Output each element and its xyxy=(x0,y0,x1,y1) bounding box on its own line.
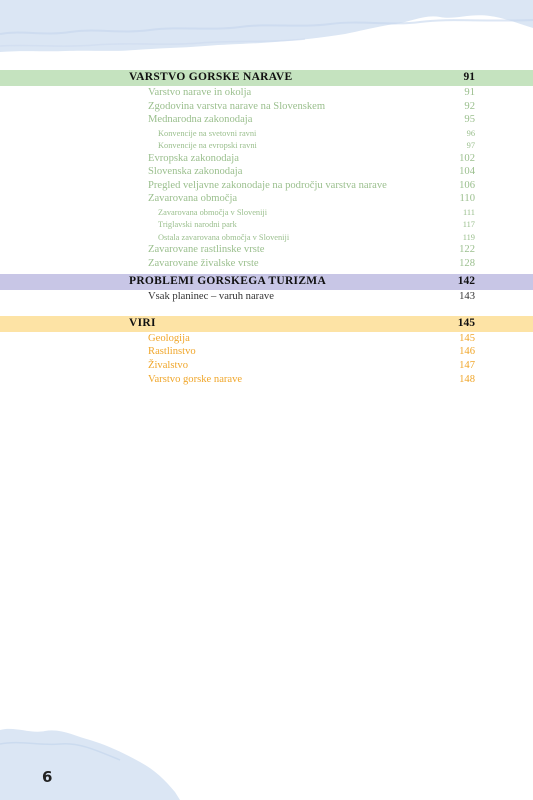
entry-title: Zavarovana območja v Sloveniji xyxy=(158,207,268,217)
entry-page: 143 xyxy=(459,291,475,303)
entry-page: 145 xyxy=(459,332,475,344)
entry-page: 91 xyxy=(464,87,475,98)
table-of-contents xyxy=(0,70,533,390)
entry-page: 128 xyxy=(459,257,475,269)
entry-title: Varstvo gorske narave xyxy=(148,373,243,385)
section-title: PROBLEMI GORSKEGA TURIZMA xyxy=(129,275,327,288)
entry-title: Vsak planinec – varuh narave xyxy=(148,291,274,303)
entry-title: Rastlinstvo xyxy=(148,346,196,358)
entry-title: Triglavski narodni park xyxy=(158,220,237,230)
toc-entry[interactable] xyxy=(0,114,533,128)
toc-entry[interactable] xyxy=(0,333,533,347)
entry-page: 102 xyxy=(459,152,475,164)
entry-page: 97 xyxy=(466,141,475,151)
entry-page: 96 xyxy=(466,128,475,138)
section-entries xyxy=(0,290,533,308)
entry-page: 148 xyxy=(459,373,475,385)
toc-entry[interactable] xyxy=(0,374,533,388)
section-title: VARSTVO GORSKE NARAVE xyxy=(129,71,293,83)
entry-page: 106 xyxy=(459,179,475,191)
section-header-varstvo[interactable] xyxy=(0,70,533,86)
toc-entry[interactable] xyxy=(0,153,533,167)
entry-title: Zavarovane živalske vrste xyxy=(148,257,259,269)
entry-title: Ostala zavarovana območja v Sloveniji xyxy=(158,232,290,242)
entry-title: Zgodovina varstva narave na Slovenskem xyxy=(148,100,326,112)
entry-title: Evropska zakonodaja xyxy=(148,152,239,164)
entry-title: Živalstvo xyxy=(148,360,189,372)
toc-subentry[interactable] xyxy=(0,219,533,231)
toc-entry[interactable] xyxy=(0,244,533,258)
entry-title: Zavarovana območja xyxy=(148,193,238,205)
section-header-problemi[interactable] xyxy=(0,274,533,290)
toc-subentry[interactable] xyxy=(0,232,533,244)
entry-page: 117 xyxy=(462,220,475,230)
toc-entry[interactable] xyxy=(0,180,533,194)
entry-title: Konvencije na svetovni ravni xyxy=(158,128,257,138)
section-page: 91 xyxy=(463,71,475,83)
section-header-viri[interactable] xyxy=(0,316,533,332)
toc-entry[interactable] xyxy=(0,258,533,272)
top-mountain-decoration xyxy=(0,0,533,70)
entry-page: 146 xyxy=(459,346,475,358)
toc-entry[interactable] xyxy=(0,101,533,115)
bottom-mountain-decoration xyxy=(0,700,533,800)
toc-entry[interactable] xyxy=(0,360,533,374)
entry-title: Mednarodna zakonodaja xyxy=(148,114,253,126)
entry-page: 110 xyxy=(459,193,475,205)
toc-subentry[interactable] xyxy=(0,140,533,152)
entry-page: 92 xyxy=(464,100,475,112)
section-entries xyxy=(0,86,533,274)
entry-title: Konvencije na evropski ravni xyxy=(158,141,257,151)
entry-title: Zavarovane rastlinske vrste xyxy=(148,244,265,256)
entry-title: Pregled veljavne zakonodaje na področju varstva narave xyxy=(148,179,387,191)
entry-page: 111 xyxy=(463,207,475,217)
entry-title: Geologija xyxy=(148,332,190,344)
toc-entry[interactable] xyxy=(0,166,533,180)
section-entries xyxy=(0,332,533,390)
entry-title: Varstvo narave in okolja xyxy=(148,87,252,98)
section-page: 145 xyxy=(457,316,475,329)
section-title: VIRI xyxy=(129,316,156,329)
toc-entry[interactable] xyxy=(0,346,533,360)
toc-entry[interactable] xyxy=(0,87,533,101)
entry-page: 95 xyxy=(464,114,475,126)
toc-subentry[interactable] xyxy=(0,207,533,219)
entry-page: 104 xyxy=(459,166,475,178)
toc-entry[interactable] xyxy=(0,193,533,207)
page-number: 6 xyxy=(42,768,53,786)
entry-page: 122 xyxy=(459,244,475,256)
section-page: 142 xyxy=(457,275,475,288)
toc-subentry[interactable] xyxy=(0,128,533,140)
toc-entry[interactable] xyxy=(0,291,533,305)
entry-page: 119 xyxy=(462,232,475,242)
entry-page: 147 xyxy=(459,360,475,372)
entry-title: Slovenska zakonodaja xyxy=(148,166,243,178)
